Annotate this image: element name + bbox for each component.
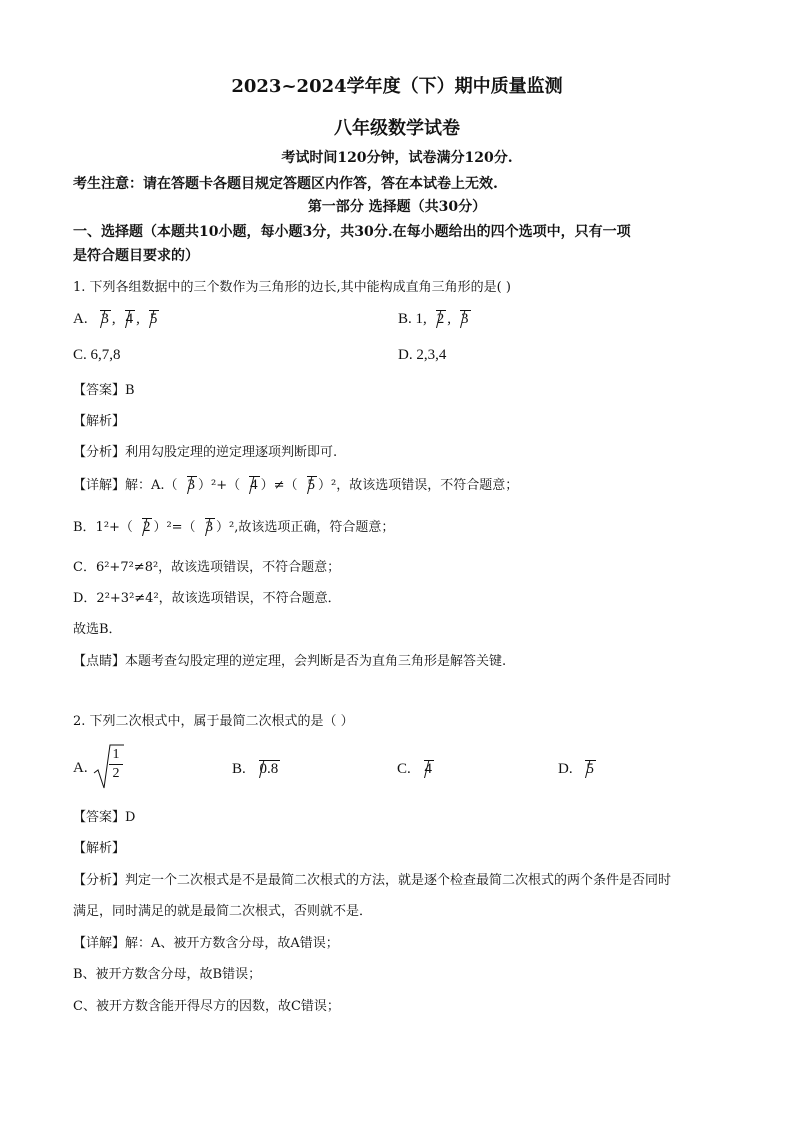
q1-option-b-label: B. 1, <box>398 311 427 327</box>
exam-subtitle: 八年级数学试卷 <box>334 118 460 139</box>
section-heading-line1: 一、选择题（本题共10小题，每小题3分，共30分.在每小题给出的四个选项中，只有一项 <box>73 224 631 240</box>
q2-jiexi: 【解析】 <box>73 841 126 856</box>
fraction-denominator: 2 <box>112 766 120 781</box>
sqrt-symbol: 4 <box>116 310 136 328</box>
q1-conclusion: 故选B． <box>73 622 122 637</box>
q2-stem: 2. 下列二次根式中，属于最简二次根式的是（ ） <box>73 714 354 729</box>
q1-stem: 1. 下列各组数据中的三个数作为三角形的边长,其中能构成直角三角形的是( ) <box>73 280 511 295</box>
q2-option-d <box>558 760 597 778</box>
sqrt-symbol: 2 <box>427 310 447 328</box>
q1-option-d: D. 2,3,4 <box>398 347 447 363</box>
exam-info: 考试时间120分钟，试卷满分120分. <box>281 150 513 166</box>
fraction-numerator: 1 <box>109 746 123 765</box>
exam-title: 2023~2024学年度（下）期中质量监测 <box>231 76 563 97</box>
sqrt-symbol: 3 <box>451 310 471 328</box>
q2-option-a-label: A. <box>73 760 88 776</box>
q2-answer: 【答案】D <box>73 810 136 825</box>
q1-option-b: B. 1, 2 , 3 <box>398 311 469 327</box>
q1-detail-c: C．6²+7²≠8²，故该选项错误，不符合题意； <box>73 560 341 575</box>
q2-fenxi-line1: 【分析】判定一个二次根式是不是最简二次根式的方法，就是逐个检查最简二次根式的两个条件是否同时 <box>73 873 672 888</box>
q2-option-d-label: D. <box>558 761 573 777</box>
sqrt-symbol: 5 <box>298 476 318 494</box>
q1-detail-a: 【详解】解：A.（ 3 ）²+（ 4 ）≠（ 5 ）²，故该选项错误，不符合题意； <box>73 477 519 493</box>
sqrt-symbol: 3 <box>178 476 198 494</box>
q1-detail-b: B．1²+（ 2 ）²=（ 3 ）²,故该选项正确，符合题意； <box>73 519 395 535</box>
q1-answer: 【答案】B <box>73 383 135 398</box>
q1-dianjing: 【点睛】本题考查勾股定理的逆定理，会判断是否为直角三角形是解答关键. <box>73 654 507 669</box>
q1-option-a: A. 3 , 4 , 5 <box>73 311 158 327</box>
exam-notice: 考生注意：请在答题卡各题目规定答题区内作答，答在本试卷上无效. <box>73 176 498 192</box>
q1-option-c: C. 6,7,8 <box>73 347 121 363</box>
sqrt-symbol: 2 <box>133 518 153 536</box>
q2-option-b <box>232 760 281 778</box>
q2-option-c-label: C. <box>397 761 411 777</box>
part-title: 第一部分 选择题（共30分） <box>307 199 487 215</box>
q1-fenxi: 【分析】利用勾股定理的逆定理逐项判断即可. <box>73 445 338 460</box>
q2-detail-a: 【详解】解：A、被开方数含分母，故A错误； <box>73 936 339 951</box>
sqrt-symbol: 5 <box>140 310 160 328</box>
sqrt-symbol: 3 <box>91 310 111 328</box>
q2-fenxi-line2: 满足，同时满足的就是最简二次根式，否则就不是． <box>73 904 373 919</box>
section-heading-line2: 是符合题目要求的） <box>73 248 199 264</box>
q2-option-a-fraction <box>109 746 123 783</box>
q2-detail-b: B、被开方数含分母，故B错误； <box>73 967 262 982</box>
sqrt-symbol: 4 <box>415 760 435 778</box>
q2-option-c <box>397 760 435 778</box>
q2-option-b-label: B. <box>232 761 246 777</box>
q1-option-a-label: A. <box>73 311 88 327</box>
q2-detail-c: C、被开方数含能开得尽方的因数，故C错误； <box>73 999 340 1014</box>
sqrt-symbol: 0.8 <box>250 760 281 778</box>
q1-detail-d: D．2²+3²≠4²，故该选项错误，不符合题意． <box>73 591 341 606</box>
q1-jiexi: 【解析】 <box>73 414 126 429</box>
sqrt-symbol: 3 <box>196 518 216 536</box>
sqrt-symbol: 4 <box>240 476 260 494</box>
sqrt-symbol: 5 <box>576 760 596 778</box>
